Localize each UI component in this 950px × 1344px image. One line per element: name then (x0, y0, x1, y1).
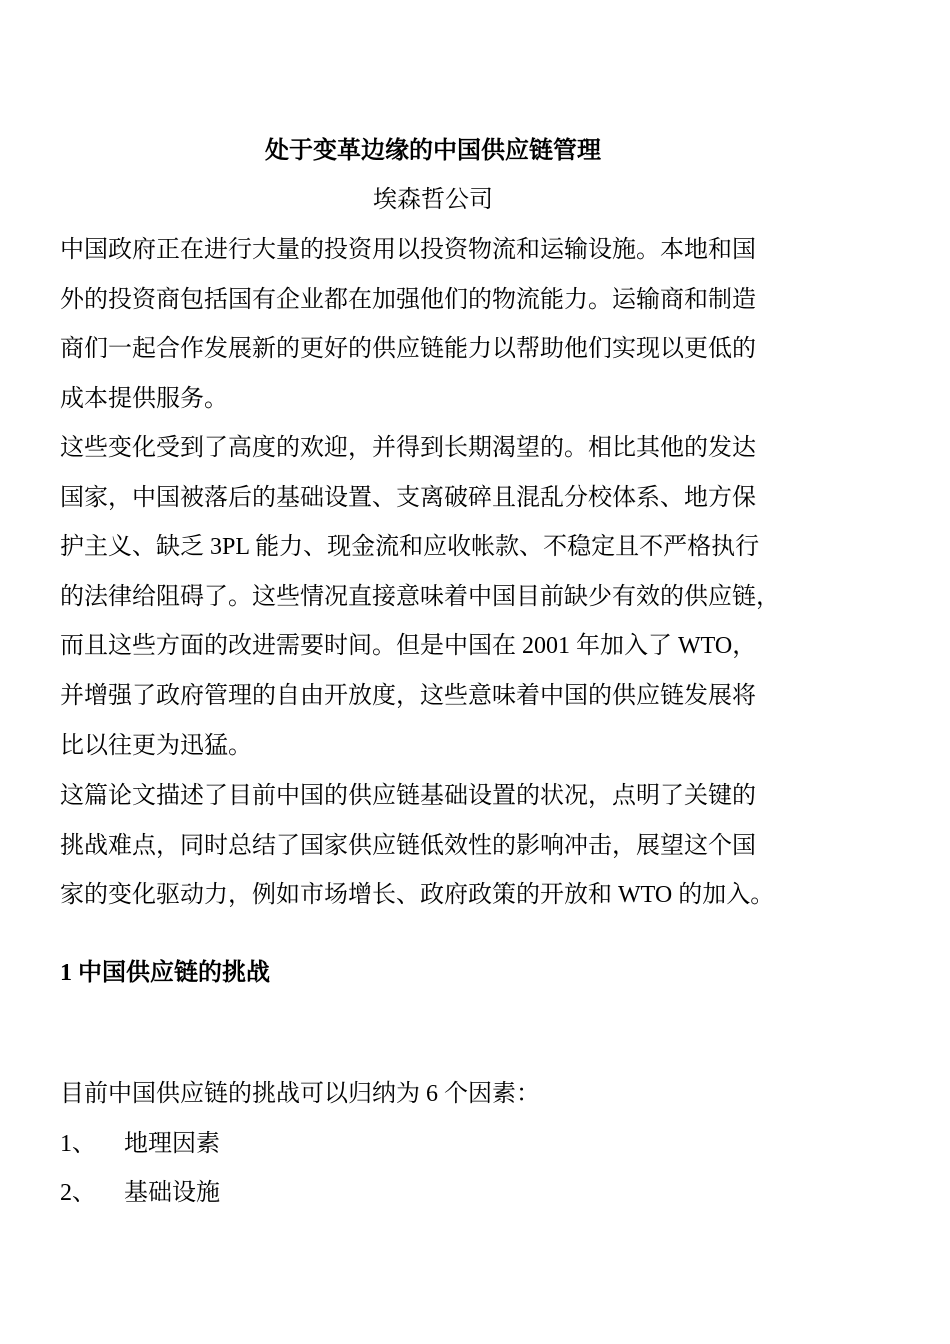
paragraph-line: 并增强了政府管理的自由开放度，这些意味着中国的供应链发展将 (60, 682, 756, 709)
list-item (60, 1126, 220, 1162)
paragraph-1 (60, 226, 756, 424)
paragraph-line: 比以往更为迅猛。 (60, 732, 252, 759)
paragraph-line: 挑战难点，同时总结了国家供应链低效性的影响冲击，展望这个国 (60, 832, 756, 859)
section-heading: 1 中国供应链的挑战 (60, 960, 270, 986)
paragraph-line: 外的投资商包括国有企业都在加强他们的物流能力。运输商和制造 (60, 286, 756, 313)
list-item-number: 2、 (60, 1180, 96, 1206)
paragraph-line: 这些变化受到了高度的欢迎，并得到长期渴望的。相比其他的发达 (60, 435, 756, 461)
paragraph-line: 护主义、缺乏 3PL 能力、现金流和应收帐款、不稳定且不严格执行 (60, 534, 760, 561)
paragraph-line: 家的变化驱动力，例如市场增长、政府政策的开放和 WTO 的加入。 (60, 882, 775, 909)
list-item-text: 地理因素 (124, 1131, 220, 1157)
list-item (60, 1175, 220, 1211)
paragraph-line: 的法律给阻碍了。这些情况直接意味着中国目前缺少有效的供应链， (60, 583, 780, 610)
document-title: 处于变革边缘的中国供应链管理 (265, 138, 601, 164)
list-item-text: 基础设施 (124, 1180, 220, 1206)
paragraph-line: 而且这些方面的改进需要时间。但是中国在 2001 年加入了 WTO， (60, 633, 757, 660)
document-author: 埃森哲公司 (373, 187, 493, 213)
section-intro: 目前中国供应链的挑战可以归纳为 6 个因素： (60, 1081, 540, 1107)
paragraph-line: 中国政府正在进行大量的投资用以投资物流和运输设施。本地和国 (60, 237, 756, 263)
paragraph-3 (60, 772, 774, 921)
paragraph-2 (60, 424, 780, 771)
paragraph-line: 这篇论文描述了目前中国的供应链基础设置的状况，点明了关键的 (60, 783, 756, 809)
paragraph-line: 商们一起合作发展新的更好的供应链能力以帮助他们实现以更低的 (60, 336, 756, 363)
list-item-number: 1、 (60, 1131, 96, 1157)
paragraph-line: 成本提供服务。 (60, 385, 228, 412)
paragraph-line: 国家，中国被落后的基础设置、支离破碎且混乱分校体系、地方保 (60, 484, 756, 511)
